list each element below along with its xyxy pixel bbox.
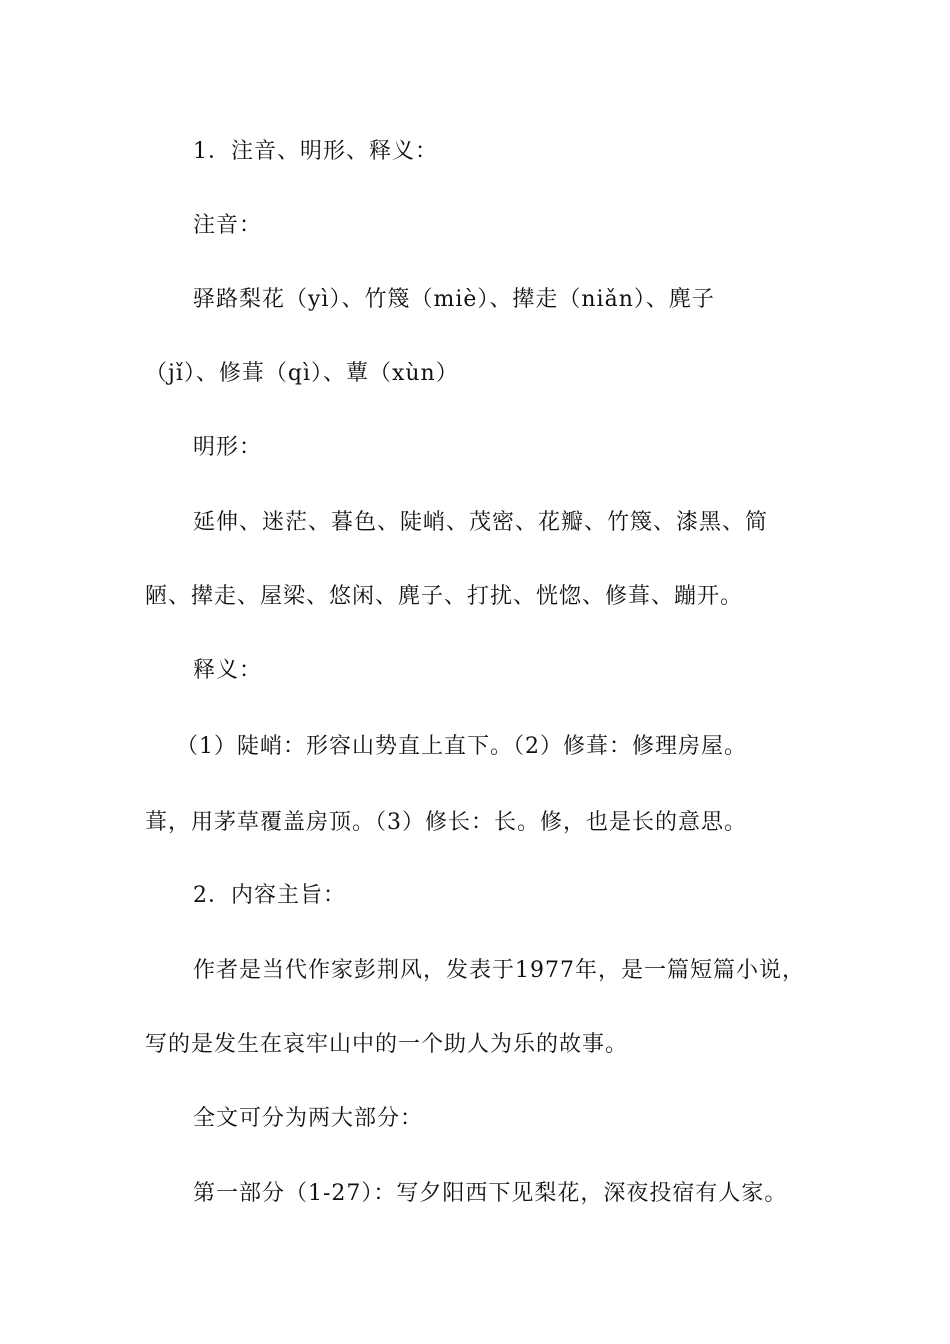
- subheading-form: 明形：: [193, 435, 263, 460]
- paragraph-line: 全文可分为两大部分：: [193, 1106, 424, 1131]
- paragraph-line: 陋、撵走、屋梁、悠闲、麂子、打扰、恍惚、修葺、蹦开。: [145, 584, 744, 609]
- paragraph-line: 延伸、迷茫、暮色、陡峭、茂密、花瓣、竹篾、漆黑、简: [193, 510, 769, 535]
- paragraph-line: 作者是当代作家彭荆风，发表于1977年，是一篇短篇小说，: [193, 958, 805, 983]
- section-heading-1: 1．注音、明形、释义：: [193, 139, 438, 164]
- paragraph-line: （1）陡峭：形容山势直上直下。（2）修葺：修理房屋。: [176, 734, 747, 759]
- paragraph-line: （jǐ）、修葺（qì）、蕈（xùn）: [145, 361, 459, 386]
- subheading-pronunciation: 注音：: [193, 213, 263, 238]
- paragraph-line: 第一部分（1-27）：写夕阳西下见梨花，深夜投宿有人家。: [193, 1181, 788, 1206]
- section-heading-2: 2．内容主旨：: [193, 883, 346, 908]
- paragraph-line: 写的是发生在哀牢山中的一个助人为乐的故事。: [145, 1032, 629, 1057]
- paragraph-line: 驿路梨花（yì）、竹篾（miè）、撵走（niǎn）、麂子: [193, 287, 715, 312]
- paragraph-line: 葺，用茅草覆盖房顶。（3）修长：长。修，也是长的意思。: [145, 810, 747, 835]
- subheading-meaning: 释义：: [193, 658, 263, 683]
